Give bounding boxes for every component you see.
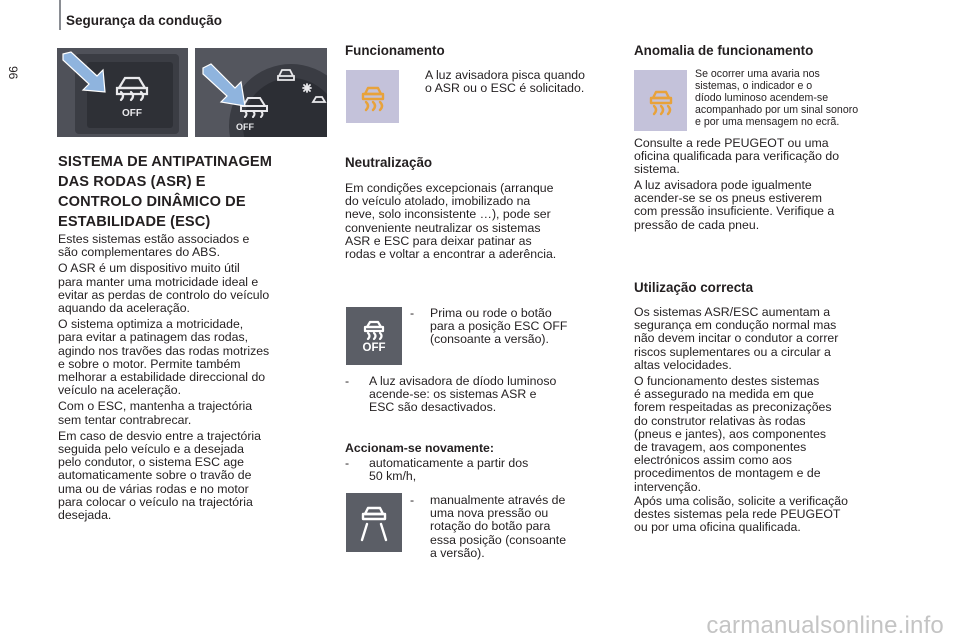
header-bar — [59, 0, 61, 30]
main-heading-line: DAS RODAS (ASR) E — [58, 174, 206, 190]
anomalia-paragraph-2: A luz avisadora pode igualmente acender-se se os pneus estiverem com pressão insuficiente. Verifique a pressão de cada pneu. — [634, 178, 835, 232]
main-heading-line: ESTABILIDADE (ESC) — [58, 214, 211, 230]
button-photo-1 — [57, 48, 188, 137]
utilizacao-paragraph-2: O funcionamento destes sistemas é assegurado na medida em que forem respeitadas as preconizações do construtor relativas às rodas (pneus e jantes), aos componentes de travagem, aos componentes electrónicos assim como aos procedimentos de montagem e de intervenção. — [634, 374, 832, 494]
anomalia-small-text: Se ocorrer uma avaria nos sistemas, o indicador e o díodo luminoso acendem-se acompanhado por um sinal sonoro e por uma mensagem no ecrã. — [695, 68, 859, 128]
funcionamento-title: Funcionamento — [345, 43, 445, 58]
warning-light-box — [346, 70, 399, 123]
photo-off-label: OFF — [122, 108, 142, 119]
off-label: OFF — [362, 342, 386, 354]
main-heading-line: CONTROLO DINÂMICO DE — [58, 194, 246, 210]
step-led-on: - A luz avisadora de díodo luminoso acende-se: os sistemas ASR e ESC são desactivados. — [345, 374, 557, 415]
road-car-icon — [357, 504, 391, 542]
skid-warning-icon — [359, 82, 387, 112]
step-press-button: - Prima ou rode o botão para a posição ESC OFF (consoante a versão). — [410, 306, 568, 347]
anomaly-warning-box — [634, 70, 687, 131]
utilizacao-paragraph-1: Os sistemas ASR/ESC aumentam a segurança em condução normal mas não devem incitar o condutor a correr riscos suplementares ou a circular a altas velocidades. — [634, 305, 839, 372]
anomalia-title: Anomalia de funcionamento — [634, 43, 814, 58]
step-auto-50kmh: - automaticamente a partir dos 50 km/h, — [345, 456, 529, 484]
road-icon-box — [346, 493, 402, 552]
button-photo-2 — [195, 48, 327, 137]
step-manual: - manualmente através de uma nova pressão ou rotação do botão para essa posição (consoante a versão). — [410, 493, 567, 560]
photo-off-label: OFF — [236, 122, 254, 132]
neutralizacao-title: Neutralização — [345, 155, 433, 170]
utilizacao-paragraph-3: Após uma colisão, solicite a verificação destes sistemas pela rede PEUGEOT ou por uma oficina qualificada. — [634, 494, 848, 535]
paragraph-optimise: O sistema optimiza a motricidade, para evitar a patinagem das rodas, agindo nos travões das rodas motrizes e sobre o motor. Permite também melhorar a estabilidade direccional do veículo na aceleração. — [58, 317, 270, 398]
main-heading-line: SISTEMA DE ANTIPATINAGEM — [58, 154, 273, 170]
anomalia-paragraph-1: Consulte a rede PEUGEOT ou uma oficina qualificada para verificação do sistema. — [634, 136, 840, 177]
paragraph-esc: Com o ESC, mantenha a trajectória sem tentar contrabrecar. — [58, 399, 253, 427]
paragraph-asr: O ASR é um dispositivo muito útil para manter uma motricidade ideal e evitar as perdas de controlo do veículo aquando da aceleração. — [58, 261, 270, 316]
page-number: 96 — [6, 66, 20, 80]
main-heading — [58, 152, 328, 232]
skid-warning-icon — [647, 86, 675, 116]
section-title: Segurança da condução — [66, 13, 223, 28]
utilizacao-title: Utilização correcta — [634, 280, 754, 295]
reactivate-title: Accionam-se novamente: — [345, 441, 494, 455]
paragraph-deviation: Em caso de desvio entre a trajectória seguida pelo veículo e a desejada pelo condutor, o sistema ESC age automaticamente sobre o travão de uma ou de várias rodas e no motor para colocar o veículo na trajectória desejada. — [58, 428, 262, 523]
esc-off-button-box — [346, 307, 402, 365]
skid-car-icon — [361, 318, 387, 340]
paragraph-abs: Estes sistemas estão associados e são complementares do ABS. — [58, 232, 250, 260]
neutralizacao-text: Em condições excepcionais (arranque do veículo atolado, imobilizado na neve, solo inconsistente …), pode ser conveniente neutralizar os sistemas ASR e ESC para deixar patinar as rodas e voltar a encontrar a aderência. — [345, 181, 557, 262]
watermark: carmanualsonline.info — [706, 612, 944, 639]
funcionamento-text: A luz avisadora pisca quando o ASR ou o ESC é solicitado. — [425, 68, 585, 96]
left-body — [58, 233, 330, 522]
